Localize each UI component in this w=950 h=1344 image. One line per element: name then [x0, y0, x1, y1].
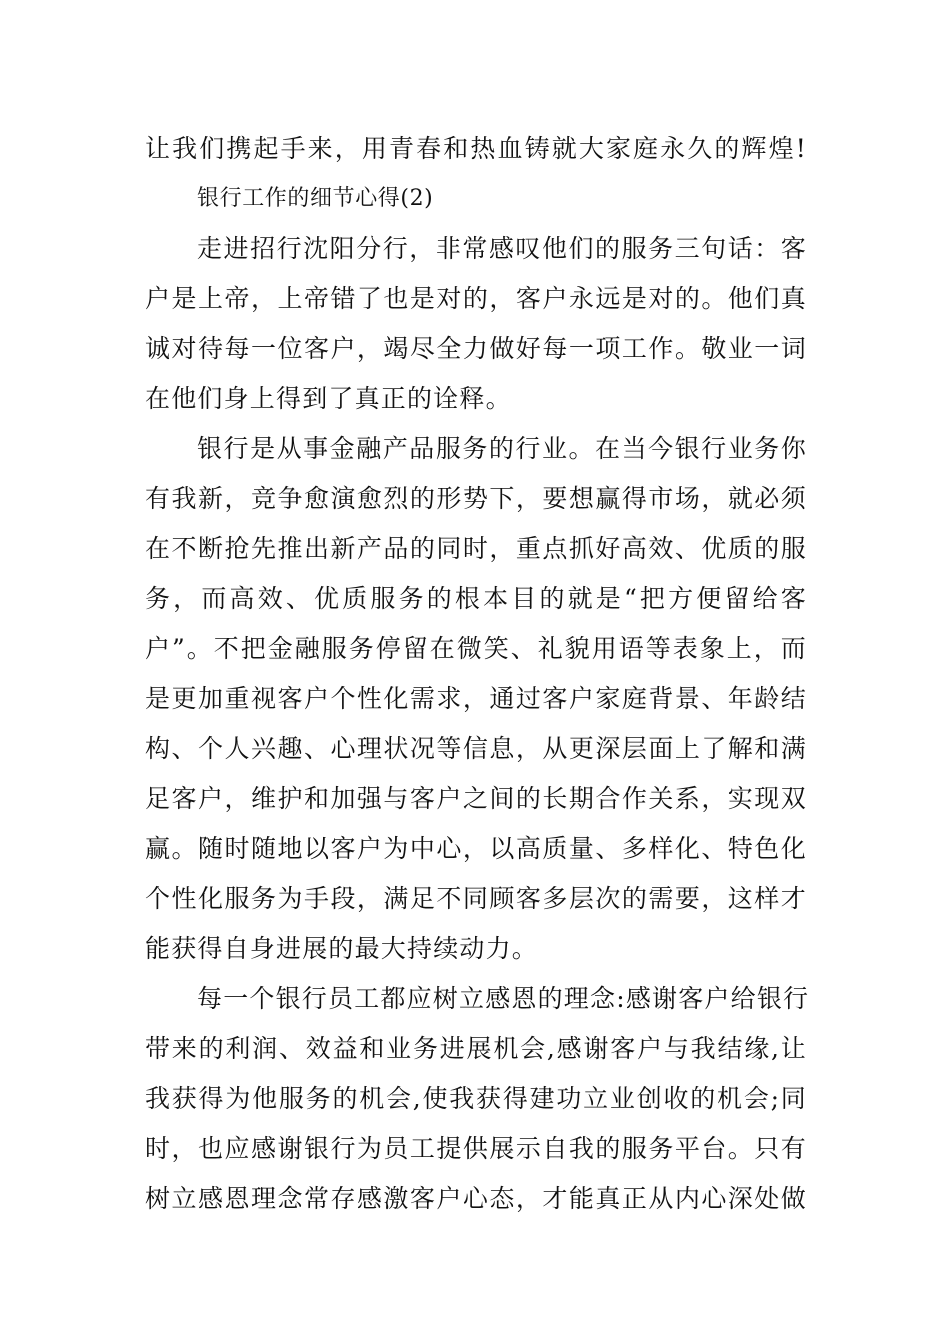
text-line: 是更加重视客户个性化需求，通过客户家庭背景、年龄结	[145, 684, 807, 713]
text-line: 足客户，维护和加强与客户之间的长期合作关系，实现双	[145, 784, 807, 813]
text-line: 在不断抢先推出新产品的同时，重点抓好高效、优质的服	[145, 534, 807, 563]
text-line: 带来的利润、效益和业务进展机会,感谢客户与我结缘,让	[145, 1034, 807, 1063]
text-line: 户”。不把金融服务停留在微笑、礼貌用语等表象上，而	[145, 634, 807, 663]
paragraph-first-line: 银行是从事金融产品服务的行业。在当今银行业务你	[197, 434, 807, 463]
text-line: 树立感恩理念常存感激客户心态，才能真正从内心深处做	[145, 1184, 807, 1213]
paragraph-first-line: 走进招行沈阳分行，非常感叹他们的服务三句话：客	[197, 234, 807, 263]
paragraph-first-line: 每一个银行员工都应树立感恩的理念:感谢客户给银行	[197, 984, 810, 1013]
text-line: 户是上帝，上帝错了也是对的，客户永远是对的。他们真	[145, 284, 807, 313]
text-line: 能获得自身进展的最大持续动力。	[145, 934, 539, 963]
text-line: 个性化服务为手段，满足不同顾客多层次的需要，这样才	[145, 884, 807, 913]
text-line: 诚对待每一位客户，竭尽全力做好每一项工作。敬业一词	[145, 334, 807, 363]
text-line: 务，而高效、优质服务的根本目的就是“把方便留给客	[145, 584, 807, 613]
text-line: 构、个人兴趣、心理状况等信息，从更深层面上了解和满	[145, 734, 807, 763]
section-heading: 银行工作的细节心得(2)	[197, 186, 434, 211]
document-body	[145, 124, 810, 1224]
text-line: 赢。随时随地以客户为中心，以高质量、多样化、特色化	[145, 834, 807, 863]
text-line: 时，也应感谢银行为员工提供展示自我的服务平台。只有	[145, 1134, 807, 1163]
text-line: 有我新，竞争愈演愈烈的形势下，要想赢得市场，就必须	[145, 484, 807, 513]
text-line: 在他们身上得到了真正的诠释。	[145, 384, 512, 413]
text-line: 让我们携起手来，用青春和热血铸就大家庭永久的辉煌!	[145, 134, 807, 163]
text-line: 我获得为他服务的机会,使我获得建功立业创收的机会;同	[145, 1084, 807, 1113]
